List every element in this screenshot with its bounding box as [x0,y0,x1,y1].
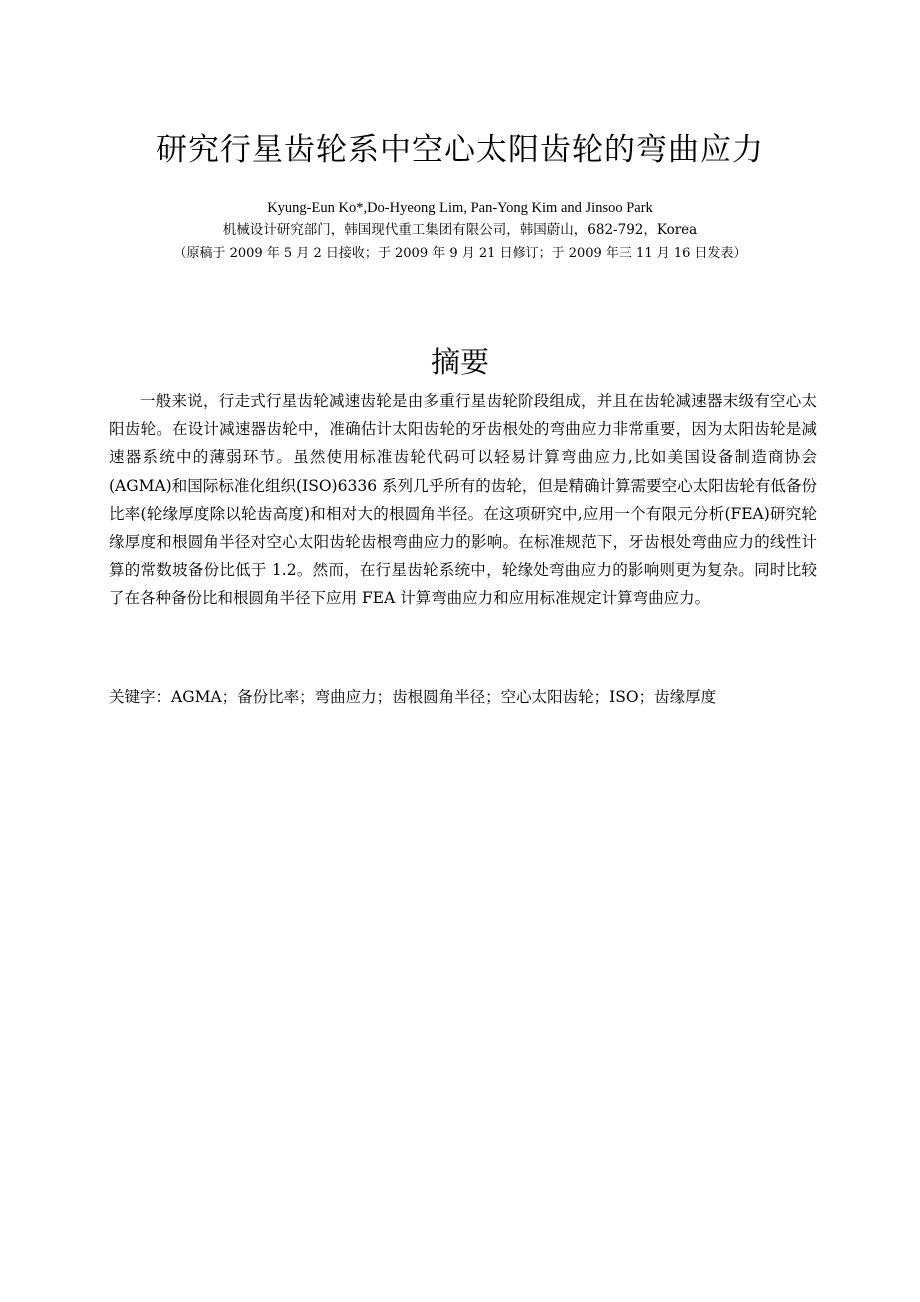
abstract-heading: 摘要 [430,345,489,379]
author-list: Kyung-Eun Ko*,Do-Hyeong Lim, Pan-Yong Kim and Jinsoo Park [267,200,653,216]
keywords-text: AGMA；备份比率；弯曲应力；齿根圆角半径；空心太阳齿轮；ISO；齿缘厚度 [171,688,717,706]
submission-dates: （原稿于 2009 年 5 月 2 日接收；于 2009 年 9 月 21 日修订；于 2009 年三 11 月 16 日发表） [173,246,747,261]
paper-title: 研究行星齿轮系中空心太阳齿轮的弯曲应力 [156,132,764,168]
keywords-label: 关键字： [109,688,172,706]
abstract-body: 一般来说，行走式行星齿轮减速齿轮是由多重行星齿轮阶段组成，并且在齿轮减速器末级有空心太阳齿轮。在设计减速器齿轮中，准确估计太阳齿轮的牙齿根处的弯曲应力非常重要，因为太阳齿轮是减速器系统中的薄弱环节。虽然使用标准齿轮代码可以轻易计算弯曲应力,比如美国设备制造商协会(AGMA)和国际标准化组织(ISO)6336 系列几乎所有的齿轮，但是精确计算需要空心太阳齿轮有低备份比率(轮缘厚度除以轮齿高度)和相对大的根圆角半径。在这项研究中,应用一个有限元分析(FEA)研究轮缘厚度和根圆角半径对空心太阳齿轮齿根弯曲应力的影响。在标准规范下，牙齿根处弯曲应力的线性计算的常数坡备份比低于 1.2。然而，在行星齿轮系统中，轮缘处弯曲应力的影响则更为复杂。同时比较了在各种备份比和根圆角半径下应用 FEA 计算弯曲应力和应用标准规定计算弯曲应力。 [109,392,817,608]
affiliation: 机械设计研究部门，韩国现代重工集团有限公司，韩国蔚山，682-792，Korea [222,222,698,238]
keywords [109,682,817,712]
